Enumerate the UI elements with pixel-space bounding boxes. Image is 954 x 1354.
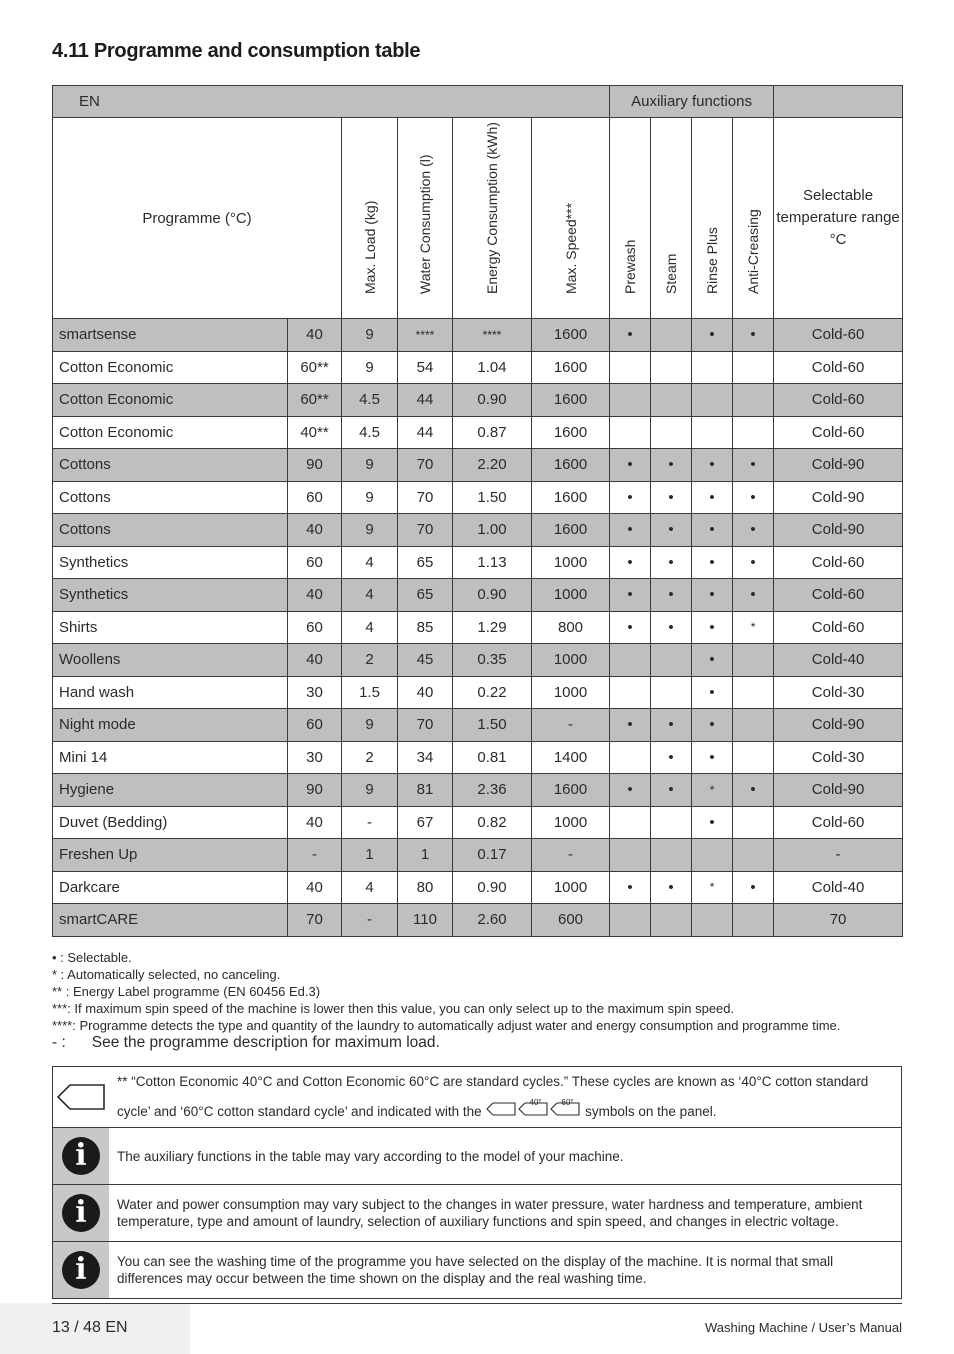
programme-temp-cell: 60** (288, 351, 342, 384)
legend-auto: * : Automatically selected, no canceling. (52, 967, 281, 982)
section-heading: 4.11 Programme and consumption table (52, 40, 421, 62)
steam-cell (651, 904, 692, 937)
language-header: EN (53, 86, 610, 118)
water-label: Water Consumption (l) (417, 154, 433, 294)
programme-name-cell: Cotton Economic (53, 384, 288, 417)
max-load-cell: 4 (342, 611, 398, 644)
max-speed-cell: 1600 (532, 449, 610, 482)
prewash-cell: • (610, 319, 651, 352)
rinse-plus-cell: • (692, 481, 733, 514)
table-row (53, 676, 903, 709)
table-row (53, 384, 903, 417)
steam-cell: • (651, 774, 692, 807)
max-speed-cell: 1600 (532, 416, 610, 449)
max-speed-cell: - (532, 709, 610, 742)
temperature-range-column-header: Selectable temperature range °C (774, 118, 903, 319)
programme-temp-cell: 70 (288, 904, 342, 937)
max-load-cell: 9 (342, 709, 398, 742)
anti-creasing-label: Anti-Creasing (745, 209, 762, 294)
programme-temp-cell: 40** (288, 416, 342, 449)
steam-cell: • (651, 871, 692, 904)
table-row (53, 449, 903, 482)
max-speed-cell: 1600 (532, 774, 610, 807)
prewash-cell (610, 644, 651, 677)
energy-consumption-cell: 0.17 (453, 839, 532, 872)
prewash-cell (610, 416, 651, 449)
temperature-range-cell: Cold-40 (774, 871, 903, 904)
rinse-plus-cell: • (692, 579, 733, 612)
speed-column-header (532, 118, 610, 319)
max-load-cell: 9 (342, 351, 398, 384)
anti-creasing-cell (733, 644, 774, 677)
note-standard-icon-cell (53, 1067, 110, 1128)
legend (52, 949, 840, 1052)
energy-consumption-cell: **** (453, 319, 532, 352)
programme-temp-cell: 40 (288, 579, 342, 612)
temperature-range-cell: Cold-90 (774, 709, 903, 742)
prewash-cell (610, 904, 651, 937)
anti-creasing-cell (733, 839, 774, 872)
max-load-cell: 4 (342, 871, 398, 904)
note-standard-line2 (117, 1097, 891, 1127)
programme-name-cell: Cottons (53, 514, 288, 547)
programme-name-cell: Duvet (Bedding) (53, 806, 288, 839)
prewash-cell (610, 806, 651, 839)
table-row (53, 481, 903, 514)
max-load-cell: - (342, 806, 398, 839)
steam-column-header (651, 118, 692, 319)
programme-temp-cell: 60 (288, 611, 342, 644)
blank-tag-icon (486, 1097, 516, 1127)
table-row (53, 644, 903, 677)
max-speed-cell: 1400 (532, 741, 610, 774)
prewash-cell: • (610, 774, 651, 807)
programme-name-cell: Woollens (53, 644, 288, 677)
prewash-cell (610, 384, 651, 417)
anti-creasing-cell: • (733, 481, 774, 514)
programme-temp-cell: 90 (288, 449, 342, 482)
max-load-cell: 9 (342, 449, 398, 482)
table-row (53, 741, 903, 774)
water-consumption-cell: 44 (398, 416, 453, 449)
prewash-cell (610, 741, 651, 774)
water-consumption-cell: 1 (398, 839, 453, 872)
table-row (53, 579, 903, 612)
water-consumption-cell: 45 (398, 644, 453, 677)
energy-consumption-cell: 0.90 (453, 384, 532, 417)
energy-consumption-cell: 2.36 (453, 774, 532, 807)
programme-temp-cell: - (288, 839, 342, 872)
programme-name-cell: Freshen Up (53, 839, 288, 872)
prewash-cell: • (610, 481, 651, 514)
note-washing-time: You can see the washing time of the programme you have selected on the display of the machine. It is normal that small differences may occur between the time shown on the display and the real washing time. (109, 1242, 902, 1299)
energy-consumption-cell: 1.04 (453, 351, 532, 384)
note-consumption-icon-cell (53, 1185, 110, 1242)
rinse-plus-cell: • (692, 611, 733, 644)
programme-name-cell: Shirts (53, 611, 288, 644)
max-load-cell: 4.5 (342, 416, 398, 449)
max-load-cell: 4 (342, 579, 398, 612)
temperature-range-cell: 70 (774, 904, 903, 937)
energy-consumption-cell: 0.90 (453, 579, 532, 612)
note-standard-line2-end: symbols on the panel. (585, 1104, 717, 1119)
note-standard-line2-text: cycle’ and ‘60°C cotton standard cycle’ and indicated with the (117, 1104, 482, 1119)
programme-temp-cell: 40 (288, 806, 342, 839)
rinse-plus-cell: • (692, 806, 733, 839)
temperature-range-cell: Cold-30 (774, 741, 903, 774)
anti-creasing-cell: • (733, 514, 774, 547)
max-speed-cell: 600 (532, 904, 610, 937)
prewash-label: Prewash (622, 239, 639, 294)
programme-temp-cell: 40 (288, 871, 342, 904)
max-speed-cell: 1000 (532, 806, 610, 839)
anti-creasing-cell: • (733, 871, 774, 904)
temperature-range-cell: Cold-40 (774, 644, 903, 677)
water-consumption-cell: 80 (398, 871, 453, 904)
water-consumption-cell: 110 (398, 904, 453, 937)
max-speed-cell: 1600 (532, 351, 610, 384)
tag-40-label: 40° (529, 1098, 542, 1108)
water-column-header (398, 118, 453, 319)
programme-temp-cell: 40 (288, 644, 342, 677)
anti-creasing-cell (733, 806, 774, 839)
max-load-cell: 9 (342, 514, 398, 547)
rinse-plus-cell (692, 839, 733, 872)
programme-temp-cell: 30 (288, 741, 342, 774)
programme-temp-cell: 30 (288, 676, 342, 709)
prewash-cell: • (610, 546, 651, 579)
water-consumption-cell: 70 (398, 709, 453, 742)
max-speed-cell: 800 (532, 611, 610, 644)
energy-consumption-cell: 1.29 (453, 611, 532, 644)
energy-consumption-cell: 1.50 (453, 709, 532, 742)
steam-cell: • (651, 611, 692, 644)
anti-creasing-cell (733, 904, 774, 937)
programme-column-header: Programme (°C) (53, 118, 342, 319)
water-consumption-cell: **** (398, 319, 453, 352)
steam-cell: • (651, 579, 692, 612)
max-speed-cell: 1000 (532, 871, 610, 904)
manual-title: Washing Machine / User’s Manual (704, 1320, 902, 1335)
steam-cell: • (651, 514, 692, 547)
steam-cell: • (651, 741, 692, 774)
steam-cell (651, 839, 692, 872)
table-row (53, 416, 903, 449)
anti-creasing-cell (733, 351, 774, 384)
rinse-plus-cell: * (692, 774, 733, 807)
steam-label: Steam (663, 253, 680, 294)
temperature-range-cell: Cold-60 (774, 546, 903, 579)
anti-creasing-cell (733, 709, 774, 742)
programme-name-cell: Hand wash (53, 676, 288, 709)
energy-consumption-cell: 1.00 (453, 514, 532, 547)
table-row (53, 709, 903, 742)
legend-max-load (52, 1034, 840, 1052)
notes-table (52, 1066, 902, 1299)
temperature-range-cell: Cold-90 (774, 481, 903, 514)
prewash-cell (610, 676, 651, 709)
max-load-cell: 9 (342, 481, 398, 514)
max-load-cell: 4 (342, 546, 398, 579)
programme-name-cell: smartsense (53, 319, 288, 352)
prewash-cell: • (610, 514, 651, 547)
legend-selectable: • : Selectable. (52, 950, 132, 965)
footer-divider (52, 1303, 902, 1304)
energy-consumption-cell: 0.22 (453, 676, 532, 709)
programme-table (52, 85, 903, 937)
temperature-range-cell: Cold-60 (774, 416, 903, 449)
energy-consumption-cell: 2.60 (453, 904, 532, 937)
rinse-plus-cell (692, 904, 733, 937)
prewash-cell: • (610, 449, 651, 482)
programme-name-cell: smartCARE (53, 904, 288, 937)
programme-name-cell: Cotton Economic (53, 416, 288, 449)
programme-name-cell: Cottons (53, 481, 288, 514)
table-row (53, 319, 903, 352)
rinse-plus-cell: • (692, 449, 733, 482)
temperature-range-cell: Cold-60 (774, 579, 903, 612)
anti-creasing-cell (733, 416, 774, 449)
note-auxiliary: The auxiliary functions in the table may vary according to the model of your machine. (109, 1128, 902, 1185)
water-consumption-cell: 65 (398, 546, 453, 579)
water-consumption-cell: 34 (398, 741, 453, 774)
programme-temp-cell: 60 (288, 481, 342, 514)
max-load-column-header (342, 118, 398, 319)
table-row (53, 611, 903, 644)
max-speed-cell: 1000 (532, 676, 610, 709)
temperature-range-cell: Cold-90 (774, 774, 903, 807)
anti-creasing-cell: • (733, 579, 774, 612)
temperature-range-cell: Cold-60 (774, 806, 903, 839)
tag-60-label: 60° (561, 1098, 574, 1108)
table-row (53, 546, 903, 579)
page-number: 13 / 48 EN (52, 1319, 128, 1336)
max-speed-cell: 1000 (532, 579, 610, 612)
legend-smartsense: ****: Programme detects the type and quantity of the laundry to automatically adjust water and energy consumption and programme time. (52, 1018, 841, 1033)
programme-tag-icon (56, 1083, 106, 1111)
energy-consumption-cell: 0.81 (453, 741, 532, 774)
temperature-range-cell: Cold-30 (774, 676, 903, 709)
max-speed-cell: 1600 (532, 319, 610, 352)
water-consumption-cell: 70 (398, 481, 453, 514)
programme-temp-cell: 60 (288, 546, 342, 579)
max-load-cell: 4.5 (342, 384, 398, 417)
anti-creasing-cell (733, 741, 774, 774)
water-consumption-cell: 67 (398, 806, 453, 839)
rinse-plus-label: Rinse Plus (704, 227, 721, 294)
rinse-plus-cell: • (692, 741, 733, 774)
energy-consumption-cell: 0.82 (453, 806, 532, 839)
energy-consumption-cell: 0.87 (453, 416, 532, 449)
info-icon: i (62, 1251, 100, 1289)
steam-cell (651, 806, 692, 839)
max-load-label: Max. Load (kg) (361, 200, 378, 294)
prewash-cell: • (610, 709, 651, 742)
anti-creasing-column-header (733, 118, 774, 319)
water-consumption-cell: 81 (398, 774, 453, 807)
table-row (53, 871, 903, 904)
blank-header (774, 86, 903, 118)
temperature-range-cell: Cold-60 (774, 319, 903, 352)
steam-cell: • (651, 449, 692, 482)
anti-creasing-cell: • (733, 319, 774, 352)
temperature-range-cell: Cold-90 (774, 514, 903, 547)
steam-cell (651, 644, 692, 677)
legend-max-load-key: - : (52, 1034, 66, 1051)
rinse-plus-cell: • (692, 319, 733, 352)
rinse-plus-cell: • (692, 644, 733, 677)
rinse-plus-cell (692, 384, 733, 417)
anti-creasing-cell: • (733, 449, 774, 482)
energy-column-header (453, 118, 532, 319)
steam-cell (651, 676, 692, 709)
max-speed-cell: 1600 (532, 514, 610, 547)
legend-energy-label: ** : Energy Label programme (EN 60456 Ed.3) (52, 984, 321, 999)
water-consumption-cell: 70 (398, 449, 453, 482)
rinse-plus-cell (692, 351, 733, 384)
temperature-range-cell: Cold-60 (774, 384, 903, 417)
steam-cell (651, 416, 692, 449)
prewash-cell: • (610, 579, 651, 612)
programme-temp-cell: 90 (288, 774, 342, 807)
note-standard-line1: ** “Cotton Economic 40°C and Cotton Economic 60°C are standard cycles.” These cycles are known as ‘40°C cotton standard (117, 1074, 869, 1089)
water-consumption-cell: 65 (398, 579, 453, 612)
steam-cell (651, 319, 692, 352)
programme-name-cell: Darkcare (53, 871, 288, 904)
prewash-cell: • (610, 871, 651, 904)
rinse-plus-column-header (692, 118, 733, 319)
rinse-plus-cell: * (692, 871, 733, 904)
energy-consumption-cell: 1.50 (453, 481, 532, 514)
rinse-plus-cell: • (692, 676, 733, 709)
programme-name-cell: Synthetics (53, 579, 288, 612)
rinse-plus-cell: • (692, 546, 733, 579)
steam-cell (651, 384, 692, 417)
prewash-column-header (610, 118, 651, 319)
table-row (53, 774, 903, 807)
anti-creasing-cell: * (733, 611, 774, 644)
energy-consumption-cell: 2.20 (453, 449, 532, 482)
energy-consumption-cell: 0.90 (453, 871, 532, 904)
note-washing-time-icon-cell (53, 1242, 110, 1299)
rinse-plus-cell: • (692, 709, 733, 742)
programme-name-cell: Synthetics (53, 546, 288, 579)
water-consumption-cell: 85 (398, 611, 453, 644)
prewash-cell (610, 839, 651, 872)
programme-temp-cell: 60 (288, 709, 342, 742)
max-load-cell: 9 (342, 774, 398, 807)
programme-table-body (53, 319, 903, 937)
speed-label: Max. Speed*** (562, 202, 579, 294)
water-consumption-cell: 40 (398, 676, 453, 709)
water-consumption-cell: 54 (398, 351, 453, 384)
max-speed-cell: 1600 (532, 384, 610, 417)
temperature-range-cell: - (774, 839, 903, 872)
table-row (53, 351, 903, 384)
tag-40-icon (518, 1097, 548, 1127)
water-consumption-cell: 70 (398, 514, 453, 547)
table-row (53, 806, 903, 839)
water-consumption-cell: 44 (398, 384, 453, 417)
prewash-cell: • (610, 611, 651, 644)
steam-cell: • (651, 481, 692, 514)
rinse-plus-cell (692, 416, 733, 449)
max-load-cell: 1 (342, 839, 398, 872)
temperature-range-cell: Cold-60 (774, 351, 903, 384)
table-row (53, 904, 903, 937)
anti-creasing-cell: • (733, 774, 774, 807)
anti-creasing-cell (733, 676, 774, 709)
programme-name-cell: Mini 14 (53, 741, 288, 774)
table-row (53, 514, 903, 547)
tag-60-icon (550, 1097, 580, 1127)
legend-spin-speed: ***: If maximum spin speed of the machine is lower then this value, you can only select up to the maximum spin speed. (52, 1001, 735, 1016)
programme-temp-cell: 40 (288, 319, 342, 352)
max-load-cell: 2 (342, 741, 398, 774)
prewash-cell (610, 351, 651, 384)
legend-max-load-text: See the programme description for maximum load. (91, 1034, 440, 1051)
energy-label: Energy Consumption (kWh) (484, 122, 500, 294)
max-load-cell: - (342, 904, 398, 937)
note-consumption: Water and power consumption may vary subject to the changes in water pressure, water hardness and temperature, ambient temperature, type and amount of laundry, selection of auxiliary functions and spin speed, and changes in electric voltage. (109, 1185, 902, 1242)
programme-temp-cell: 60** (288, 384, 342, 417)
info-icon: i (62, 1194, 100, 1232)
programme-temp-cell: 40 (288, 514, 342, 547)
note-standard-cycles (109, 1067, 902, 1128)
max-speed-cell: - (532, 839, 610, 872)
energy-consumption-cell: 0.35 (453, 644, 532, 677)
programme-name-cell: Cottons (53, 449, 288, 482)
steam-cell: • (651, 709, 692, 742)
anti-creasing-cell: • (733, 546, 774, 579)
max-speed-cell: 1000 (532, 644, 610, 677)
programme-name-cell: Hygiene (53, 774, 288, 807)
info-icon: i (62, 1137, 100, 1175)
rinse-plus-cell: • (692, 514, 733, 547)
temperature-range-cell: Cold-60 (774, 611, 903, 644)
temperature-range-cell: Cold-90 (774, 449, 903, 482)
programme-name-cell: Cotton Economic (53, 351, 288, 384)
steam-cell (651, 351, 692, 384)
auxiliary-functions-header: Auxiliary functions (610, 86, 774, 118)
max-speed-cell: 1600 (532, 481, 610, 514)
max-load-cell: 1.5 (342, 676, 398, 709)
table-row (53, 839, 903, 872)
steam-cell: • (651, 546, 692, 579)
note-auxiliary-icon-cell (53, 1128, 110, 1185)
energy-consumption-cell: 1.13 (453, 546, 532, 579)
max-speed-cell: 1000 (532, 546, 610, 579)
anti-creasing-cell (733, 384, 774, 417)
max-load-cell: 2 (342, 644, 398, 677)
max-load-cell: 9 (342, 319, 398, 352)
programme-name-cell: Night mode (53, 709, 288, 742)
